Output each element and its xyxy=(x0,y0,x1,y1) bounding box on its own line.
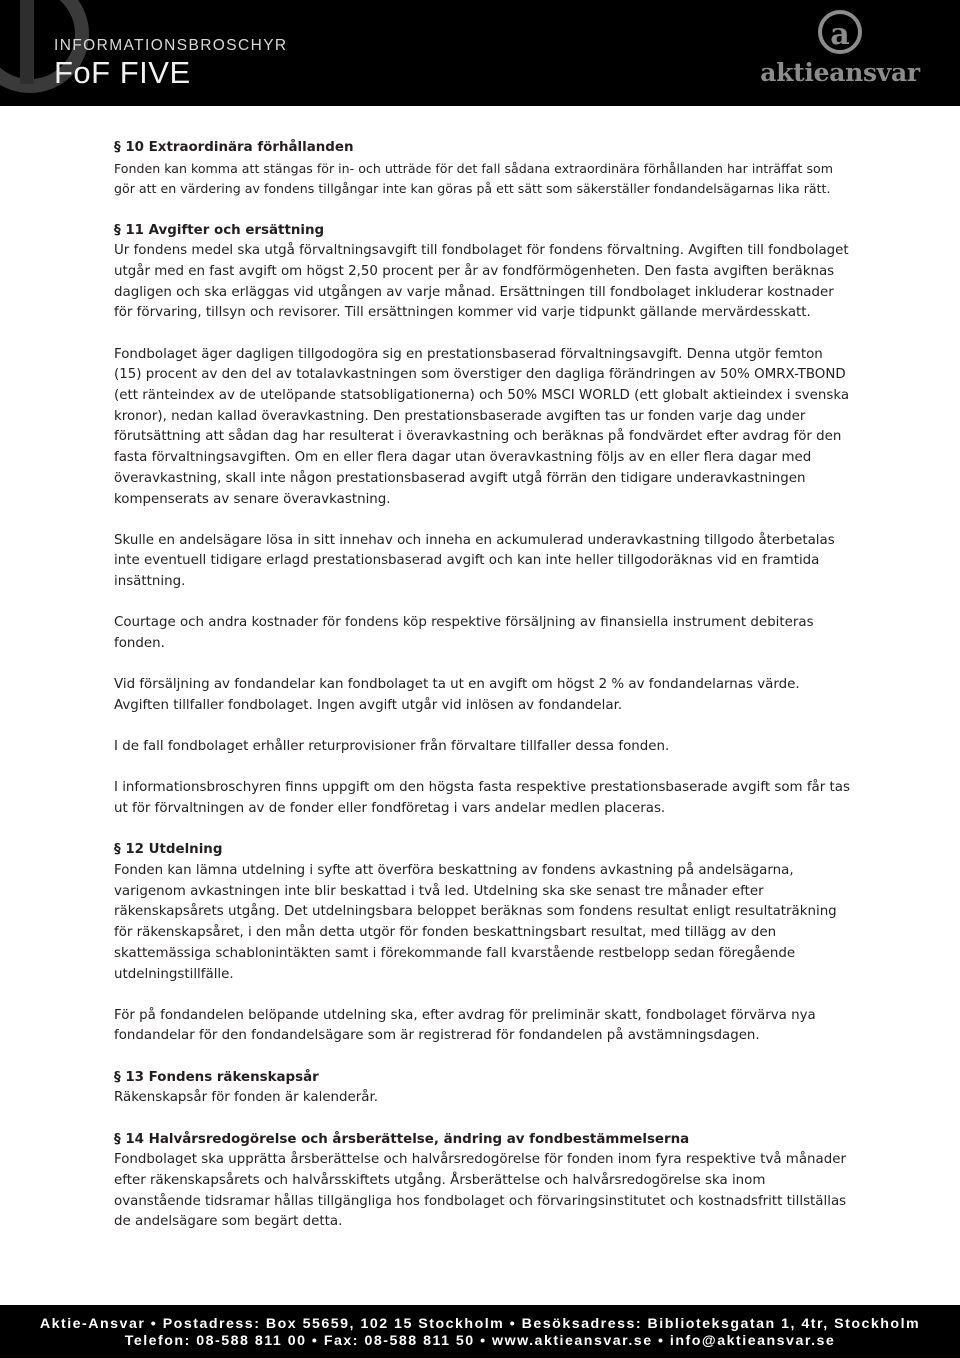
logo-letter: a xyxy=(830,17,850,52)
section-paragraph: För på fondandelen belöpande utdelning ska, efter avdrag för preliminär skatt, fondbolaget förvärva nya fondandelar för den fondandelsägare som är registrerad för fondandelen på avstämningsdagen. xyxy=(114,1007,816,1044)
section-paragraph: Fonden kan lämna utdelning i syfte att överföra beskattning av fondens avkastning på andelsägarna, varigenom avkastningen inte blir beskattad i två led. Utdelning ska ske senast tre månader efter räkenskapsårets utgång. Det utdelningsbara beloppet beräknas som fondens resultat enligt resultaträkning för räkenskapsåret, i den mån detta utgör för fonden beskattningsbart resultat, med tillägg av den skattemässiga schablonintäkten samt i förekommande fall kvarstående restbelopp sedan föregående utdelningstillfälle. xyxy=(114,862,837,982)
section-paragraph: Fonden kan komma att stängas för in- och utträde för det fall sådana extraordinära förhållanden har inträffat som gör att en värdering av fondens tillgångar inte kan göras på ett sätt som säkerställer fondandelsägarnas lika rätt. xyxy=(114,160,834,197)
section-paragraph: Courtage och andra kostnader för fondens köp respektive försäljning av finansiella instrument debiteras fonden. xyxy=(114,615,814,652)
section-paragraph: I de fall fondbolaget erhåller returprovisioner från förvaltare tillfaller dessa fonden. xyxy=(114,739,670,755)
section-12 xyxy=(114,840,854,1047)
section-heading: § 14 Halvårsredogörelse och årsberättelse, ändring av fondbestämmelserna xyxy=(114,1131,690,1147)
section-paragraph: Ur fondens medel ska utgå förvaltningsavgift till fondbolaget för fondens förvaltning. Avgiften till fondbolaget utgår med en fast avgift om högst 2,50 procent per år av fondförmögenheten. Den fasta avgiften beräknas dagligen och ska erläggas vid utgången av varje månad. Ersättningen till fondbolaget inkluderar kostnader för förvaring, tillsyn och revisorer. Till ersättningen kommer vid varje tidpunkt gällande mervärdesskatt. xyxy=(114,243,849,321)
section-14 xyxy=(114,1130,854,1234)
section-paragraph: I informationsbroschyren finns uppgift om den högsta fasta respektive prestationsbaserade avgift som får tas ut för förvaltningen av de fonder eller fondföretag i vars andelar medlen placeras. xyxy=(114,780,850,817)
section-heading: § 13 Fondens räkenskapsår xyxy=(114,1069,319,1085)
footer-contact-line: Telefon: 08-588 811 00 • Fax: 08-588 811 50 • www.aktieansvar.se • info@aktieansvar.se xyxy=(124,1333,836,1349)
page-footer xyxy=(0,1305,960,1358)
section-paragraph: Räkenskapsår för fonden är kalenderår. xyxy=(114,1090,379,1106)
section-paragraph: Fondbolaget äger dagligen tillgodogöra sig en prestationsbaserad förvaltningsavgift. Denna utgör femton (15) procent av den del av totalavkastningen som överstiger den dagliga förändringen av 50% OMRX-TBOND (ett ränteindex av de utelöpande statsobligationerna) och 50% MSCI WORLD (ett globalt aktieindex i svenska kronor), nedan kallad överavkastning. Den prestationsbaserade avgiften tas ur fonden varje dag under förutsättning att sådan dag har resulterat i överavkastning och beräknas på fondvärdet efter avdrag för den fasta förvaltningsavgiften. Om en eller flera dagar utan överavkastning följs av en eller flera dagar med överavkastning, skall inte någon prestationsbaserad avgift utgå förrän den tidigare underavkastningen kompenserats av senare överavkastning. xyxy=(114,346,850,507)
section-13 xyxy=(114,1068,854,1109)
section-heading: § 12 Utdelning xyxy=(114,842,223,858)
logo-mark-icon xyxy=(760,8,920,60)
section-paragraph: Fondbolaget ska upprätta årsberättelse och halvårsredogörelse för fonden inom fyra respektive två månader efter räkenskapsårets och halvårsskiftets utgång. Årsberättelse och halvårsredogörelse ska inom ovanstående tidsramar hållas tillgängliga hos fondbolaget och förvaringsinstitutet och kostnadsfritt tillställas de andelsägare som begärt detta. xyxy=(114,1152,847,1230)
section-11 xyxy=(114,221,854,820)
aktieansvar-logo xyxy=(760,8,920,98)
section-heading: § 11 Avgifter och ersättning xyxy=(114,222,325,238)
section-paragraph: Vid försäljning av fondandelar kan fondbolaget ta ut en avgift om högst 2 % av fondandelarnas värde. Avgiften tillfaller fondbolaget. Ingen avgift utgår vid inlösen av fondandelar. xyxy=(114,677,800,713)
footer-address-line: Aktie-Ansvar • Postadress: Box 55659, 102 15 Stockholm • Besöksadress: Biblioteksgatan 1, 4tr, Stockholm xyxy=(39,1316,921,1332)
section-paragraph: Skulle en andelsägare lösa in sitt innehav och inneha en ackumulerad underavkastning tillgodo återbetalas inte eventuell tidigare erlagd prestationsbaserad avgift och kan inte heller tillgodoräknas vid en framtida insättning. xyxy=(114,532,835,590)
logo-wordmark: aktieansvar xyxy=(760,58,920,87)
document-type-label: INFORMATIONSBROSCHYR xyxy=(54,37,288,54)
page-header xyxy=(0,0,960,106)
document-body xyxy=(114,138,854,1254)
section-heading: § 10 Extraordinära förhållanden xyxy=(114,140,354,155)
document-title: FoF FIVE xyxy=(54,55,191,90)
section-10 xyxy=(114,138,854,200)
